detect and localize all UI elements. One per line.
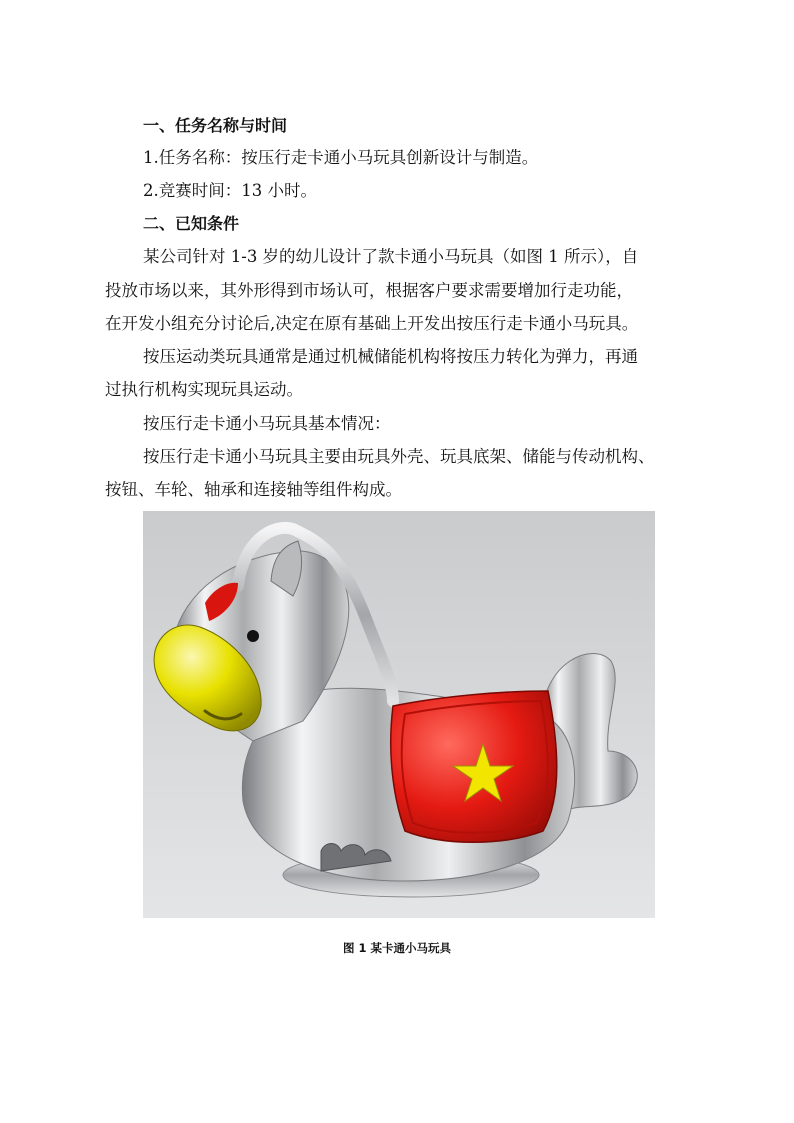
paragraph-1-line-1: 某公司针对 1-3 岁的幼儿设计了款卡通小马玩具（如图 1 所示），自 — [143, 247, 639, 266]
paragraph-3: 按压行走卡通小马玩具基本情况： — [143, 414, 391, 433]
paragraph-4-line-2: 按钮、车轮、轴承和连接轴等组件构成。 — [105, 480, 402, 499]
cartoon-horse-toy-image — [143, 511, 655, 918]
toy-eye — [247, 630, 259, 642]
section1-heading: 一、任务名称与时间 — [143, 116, 288, 135]
paragraph-4-line-1: 按压行走卡通小马玩具主要由玩具外壳、玩具底架、储能与传动机构、 — [143, 447, 655, 466]
paragraph-2-line-2: 过执行机构实现玩具运动。 — [105, 380, 303, 399]
competition-time-item: 2.竞赛时间：13 小时。 — [143, 181, 317, 200]
paragraph-1-line-3: 在开发小组充分讨论后,决定在原有基础上开发出按压行走卡通小马玩具。 — [105, 314, 639, 333]
task-name-item: 1.任务名称：按压行走卡通小马玩具创新设计与制造。 — [143, 148, 539, 167]
figure-caption: 图 1 某卡通小马玩具 — [342, 941, 451, 955]
paragraph-2-line-1: 按压运动类玩具通常是通过机械储能机构将按压力转化为弹力，再通 — [143, 347, 638, 366]
paragraph-1-line-2: 投放市场以来，其外形得到市场认可，根据客户要求需要增加行走功能， — [105, 281, 633, 300]
section2-heading: 二、已知条件 — [143, 214, 240, 233]
